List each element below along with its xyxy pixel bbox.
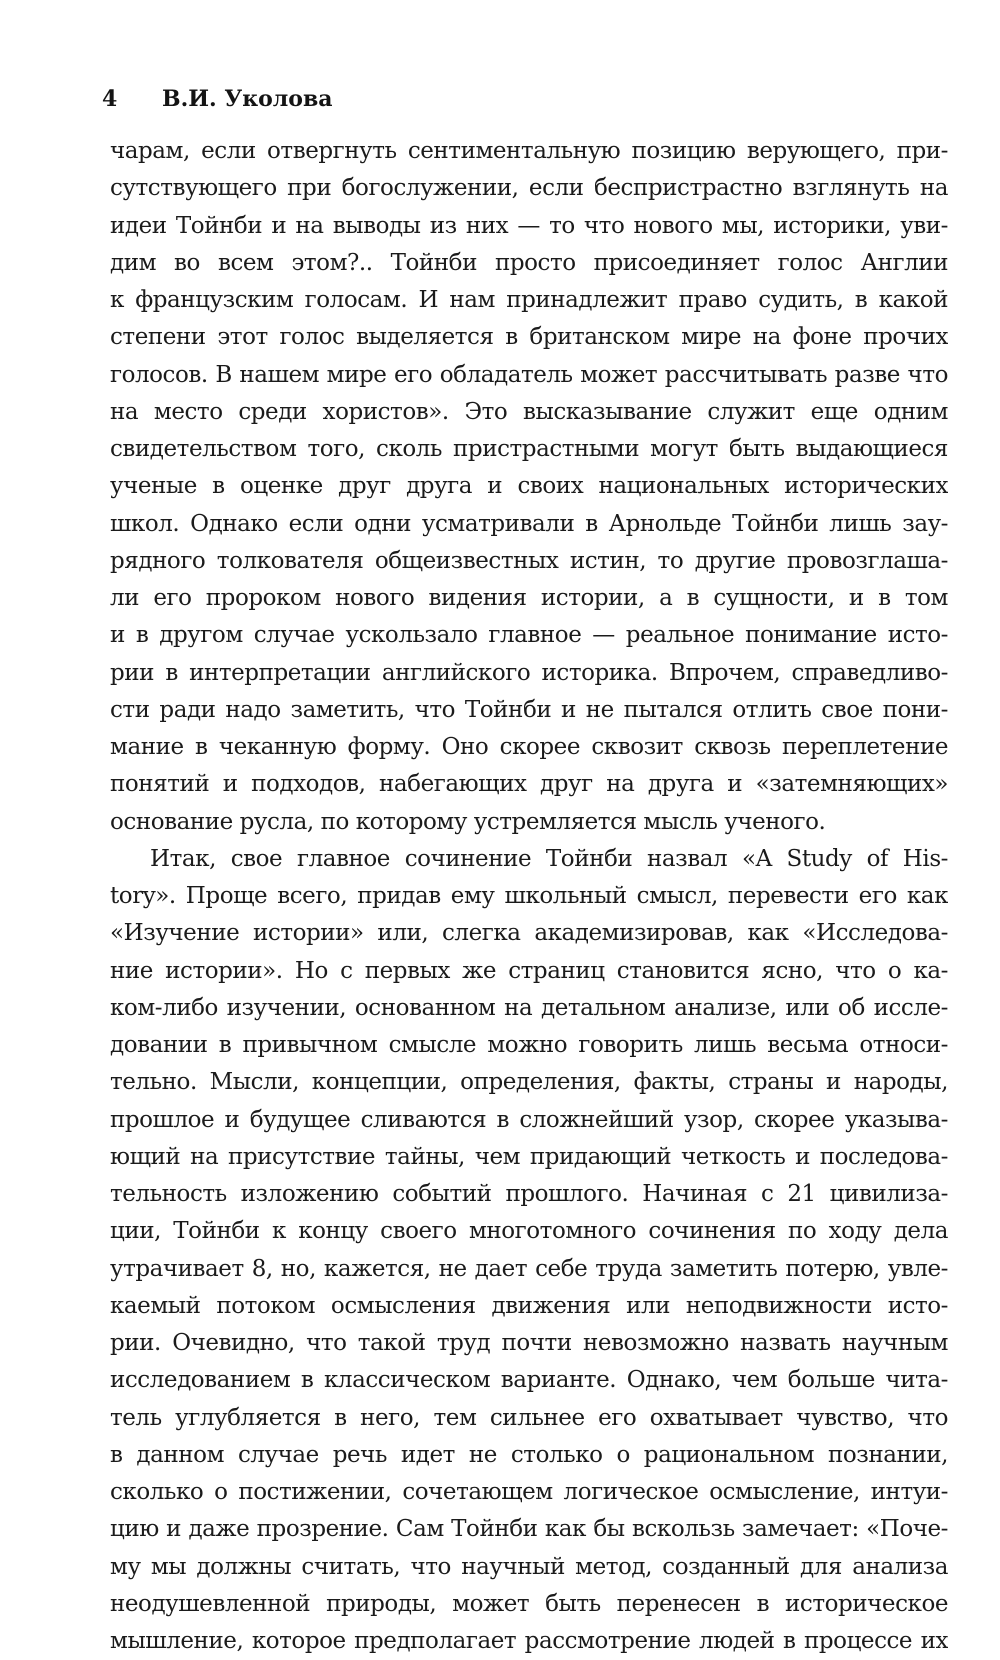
page-number: 4 [102, 86, 118, 112]
text-line: утрачивает 8, но, кажется, не дает себе труда заметить потерю, увле- [110, 1255, 948, 1282]
paragraph-study-of-history [110, 841, 948, 1660]
text-line: цию и даже прозрение. Сам Тойнби как бы вскользь замечает: «Поче- [110, 1516, 948, 1543]
text-line: мание в чеканную форму. Оно скорее сквозит сквозь переплетение [110, 734, 948, 760]
text-line: на место среди хористов». Это высказывание служит еще одним [110, 398, 948, 425]
text-line: рии. Очевидно, что такой труд почти невозможно назвать научным [110, 1330, 948, 1356]
text-line: мышление, которое предполагает рассмотрение людей в процессе их [110, 1628, 948, 1654]
text-line: тель углубляется в него, тем сильнее его охватывает чувство, что [110, 1404, 948, 1431]
running-header [102, 86, 333, 122]
text-line: идеи Тойнби и на выводы из них — то что нового мы, историки, уви- [110, 212, 948, 239]
text-line: каемый потоком осмысления движения или неподвижности исто- [110, 1292, 948, 1319]
text-line: ученые в оценке друг друга и своих национальных исторических [110, 473, 948, 500]
text-line: ли его пророком нового видения истории, а в сущности, и в том [110, 585, 948, 611]
text-line: ние истории». Но с первых же страниц становится ясно, что о ка- [110, 957, 948, 984]
text-line: ком-либо изучении, основанном на детальном анализе, или об иссле- [110, 994, 948, 1021]
text-line: тельно. Мысли, концепции, определения, факты, страны и народы, [110, 1069, 948, 1096]
text-line: понятий и подходов, набегающих друг на друга и «затемняющих» [110, 771, 948, 798]
text-line: ции, Тойнби к концу своего многотомного сочинения по ходу дела [110, 1218, 948, 1245]
text-line: ющий на присутствие тайны, чем придающий четкость и последова- [110, 1143, 948, 1170]
text-line: голосов. В нашем мире его обладатель может рассчитывать разве что [110, 361, 948, 388]
body-text [110, 133, 948, 1660]
text-line: рядного толкователя общеизвестных истин, то другие провозглаша- [110, 547, 948, 574]
paragraph-continued [110, 133, 948, 841]
text-line: му мы должны считать, что научный метод, созданный для анализа [110, 1553, 948, 1580]
text-line: неодушевленной природы, может быть перенесен в историческое [110, 1590, 948, 1617]
text-line: в данном случае речь идет не столько о рациональном познании, [110, 1441, 948, 1468]
header-author: В.И. Уколова [162, 86, 333, 112]
text-line: школ. Однако если одни усматривали в Арнольде Тойнби лишь зау- [110, 510, 948, 537]
text-line: свидетельством того, сколь пристрастными могут быть выдающиеся [110, 436, 948, 462]
text-line: сколько о постижении, сочетающем логическое осмысление, интуи- [110, 1479, 948, 1505]
text-line: степени этот голос выделяется в британском мире на фоне прочих [110, 324, 948, 351]
text-line: тельность изложению событий прошлого. Начиная с 21 цивилиза- [110, 1181, 948, 1207]
text-line: сутствующего при богослужении, если беспристрастно взглянуть на [110, 175, 948, 202]
text-line: «Изучение истории» или, слегка академизировав, как «Исследова- [110, 920, 948, 947]
text-line: и в другом случае ускользало главное — реальное понимание исто- [110, 622, 948, 649]
text-line: рии в интерпретации английского историка. Впрочем, справедливо- [110, 659, 948, 686]
text-line: прошлое и будущее сливаются в сложнейший узор, скорее указыва- [110, 1106, 948, 1133]
text-line: к французским голосам. И нам принадлежит право судить, в какой [110, 287, 948, 313]
text-line: сти ради надо заметить, что Тойнби и не пытался отлить свое пони- [110, 696, 948, 723]
text-line: Итак, свое главное сочинение Тойнби назвал «A Study of His- [150, 845, 948, 872]
text-line: дим во всем этом?.. Тойнби просто присоединяет голос Англии [110, 249, 948, 276]
text-line: tory». Проще всего, придав ему школьный смысл, перевести его как [110, 883, 948, 909]
text-line: основание русла, по которому устремляется мысль ученого. [110, 808, 826, 835]
text-line: исследованием в классическом варианте. Однако, чем больше чита- [110, 1367, 948, 1394]
text-line: чарам, если отвергнуть сентиментальную позицию верующего, при- [110, 138, 948, 164]
text-line: довании в привычном смысле можно говорить лишь весьма относи- [110, 1032, 948, 1058]
